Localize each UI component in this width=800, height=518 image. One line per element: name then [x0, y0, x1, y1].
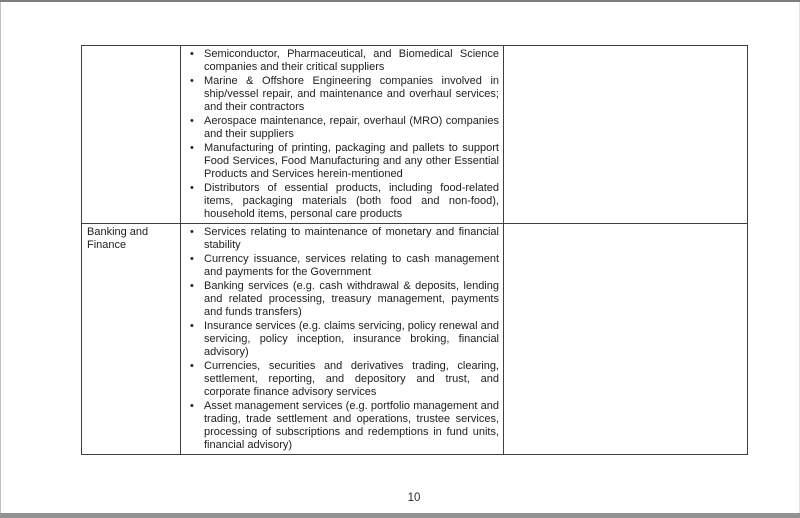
items-cell — [181, 46, 504, 224]
table-row-continuation — [82, 46, 748, 224]
notes-cell-empty — [504, 224, 748, 455]
list-item: • Currency issuance, services relating to cash management and payments for the Government — [181, 253, 499, 279]
list-item: • Manufacturing of printing, packaging and pallets to support Food Services, Food Manufacturing and any other Essential Products and Services herein-mentioned — [181, 142, 499, 181]
list-item: • Banking services (e.g. cash withdrawal & deposits, lending and related processing, treasury management, payments and funds transfers) — [181, 280, 499, 319]
bullet-list — [181, 226, 499, 452]
list-item: • Services relating to maintenance of monetary and financial stability — [181, 226, 499, 252]
page-number: 10 — [407, 492, 421, 504]
bullet-list — [181, 48, 499, 221]
list-item: • Distributors of essential products, including food-related items, packaging materials (both food and non-food), household items, personal care products — [181, 182, 499, 221]
list-item: • Insurance services (e.g. claims servicing, policy renewal and servicing, policy inception, insurance broking, financial advisory) — [181, 320, 499, 359]
notes-cell-empty — [504, 46, 748, 224]
list-item: • Marine & Offshore Engineering companies involved in ship/vessel repair, and maintenance and overhaul services; and their contractors — [181, 75, 499, 114]
page-edge-bottom — [0, 513, 800, 518]
list-item: • Semiconductor, Pharmaceutical, and Biomedical Science companies and their critical suppliers — [181, 48, 499, 74]
page-edge-top — [0, 0, 800, 2]
list-item: • Currencies, securities and derivatives trading, clearing, settlement, reporting, and depository and trust, and corporate finance advisory services — [181, 360, 499, 399]
page-edge-left — [0, 2, 1, 513]
table-row-banking-finance — [82, 224, 748, 455]
list-item: • Aerospace maintenance, repair, overhaul (MRO) companies and their suppliers — [181, 115, 499, 141]
list-item: • Asset management services (e.g. portfolio management and trading, trade settlement and operations, trustee services, processing of subscriptions and redemptions in fund units, financial advisory) — [181, 400, 499, 452]
category-cell-banking-finance: Banking and Finance — [82, 224, 181, 455]
category-cell-empty — [82, 46, 181, 224]
items-cell — [181, 224, 504, 455]
essential-services-table — [81, 45, 748, 455]
